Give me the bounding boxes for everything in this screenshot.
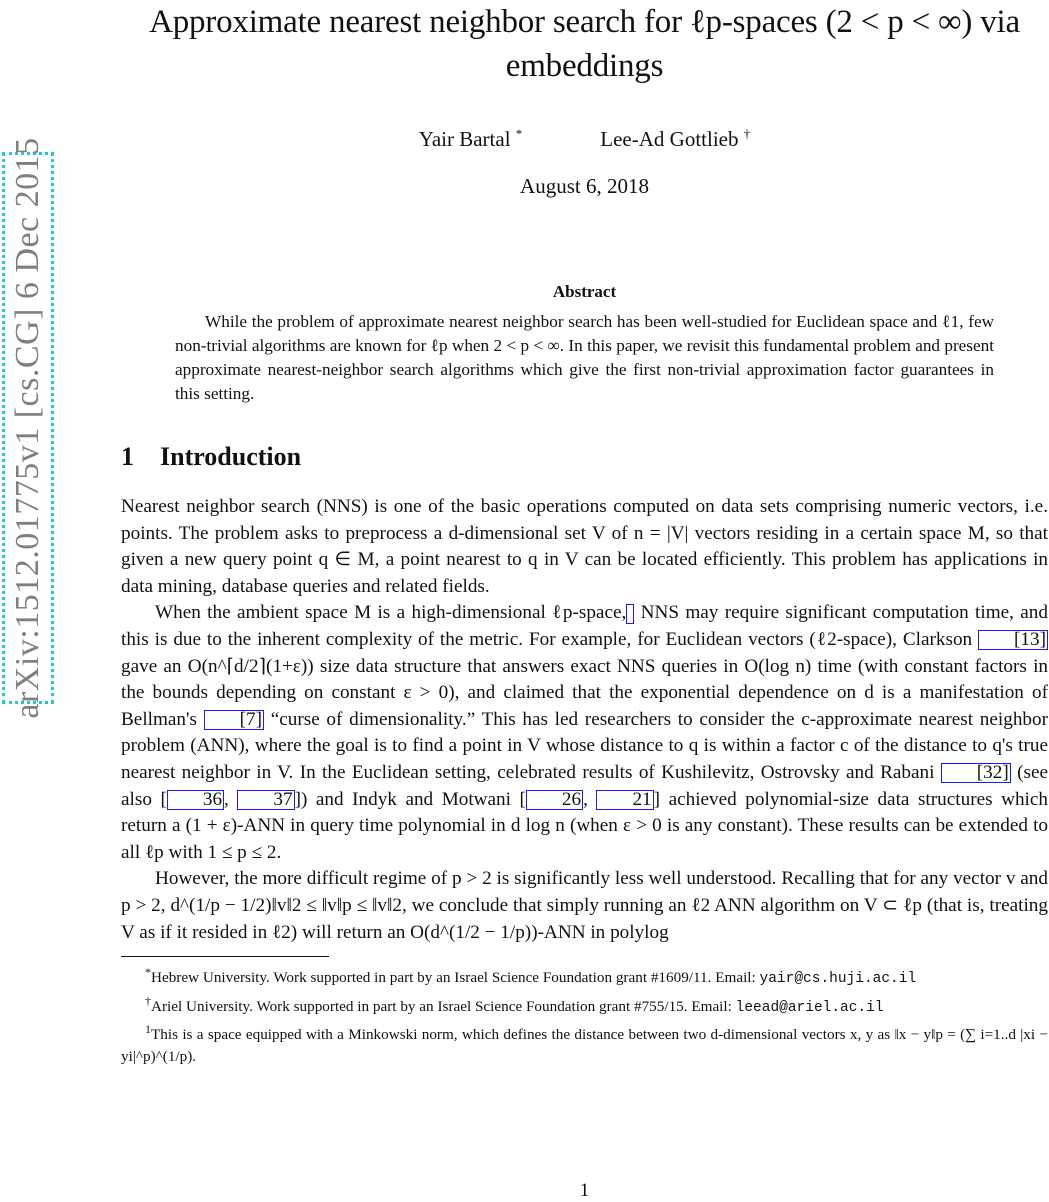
footnote: *Hebrew University. Work supported in part by an Israel Science Foundation grant #1609/11. Email: yair@cs.huji.ac.il (145, 965, 917, 988)
citation-link[interactable]: 36 (167, 790, 224, 810)
body-text (121, 494, 1048, 946)
citation-link[interactable]: 26 (526, 790, 583, 810)
section-number: 1 (121, 442, 134, 471)
section-heading (121, 442, 1048, 472)
footnote: $^1$This is a space equipped with a Minkowski norm, which defines the distance between two d-dimensional vectors x, y as ‖x − y‖p = (∑ i=1..d |xi − yi|^p)^(1/p). (121, 1022, 1048, 1065)
paragraph: However, the more difficult regime of p > 2 is significantly less well understood. Recalling that for any vector v and p > 2, d^(1/p − 1/2)‖v‖2 ≤ ‖v‖p ≤ ‖v‖2, we conclude that simply running an ℓ2 ANN algorithm on V ⊂ ℓp (that is, treating V as if it resided in ℓ2) will return an O(d^(1/2 − 1/p))-ANN in polylog (121, 868, 1048, 943)
author-list (121, 126, 1048, 152)
page-number: 1 (579, 1180, 590, 1201)
paragraph: When the ambient space M is a high-dimensional ℓp-space, NNS may require significant computation time, and this is due to the inherent complexity of the metric. For example, for Euclidean vectors (ℓ2-space), Clarkson [13] gave an O(n^⌈d/2⌉(1+ε)) size data structure that answers exact NNS queries in O(log n) time (with constant factors in the bounds depending on constant ε > 0), and claimed that the exponential dependence on d is a manifestation of Bellman's [7] “curse of dimensionality.” This has led researchers to consider the c-approximate nearest neighbor problem (ANN), where the goal is to find a point in V whose distance to q is within a factor c of the distance to q's true nearest neighbor in V. In the Euclidean setting, celebrated results of Kushilevitz, Ostrovsky and Rabani [32] (see also [ 36 , 37 ]) and Indyk and Motwani [ 26 , 21 ] achieved polynomial-size data structures which return a (1 + ε)-ANN in query time polynomial in d log n (when ε > 0 is any constant). These results can be extended to all ℓp with 1 ≤ p ≤ 2. (121, 602, 1048, 863)
section-title: Introduction (160, 442, 302, 471)
author: Yair Bartal * (418, 126, 523, 151)
footnote-rule (121, 956, 329, 957)
author: Lee-Ad Gottlieb † (600, 126, 751, 151)
title-line-1: Approximate nearest neighbor search for ℓp-spaces (2 < p < ∞) via (149, 4, 1020, 40)
paper-date: August 6, 2018 (520, 174, 649, 198)
arxiv-stamp (2, 137, 54, 719)
paragraph: Nearest neighbor search (NNS) is one of the basic operations computed on data sets comprising numeric vectors, i.e. points. The problem asks to preprocess a d-dimensional set V of n = |V| vectors residing in a certain space M, so that given a new query point q ∈ M, a point nearest to q in V can be located efficiently. This problem has applications in data mining, database queries and related fields. (121, 496, 1048, 597)
arxiv-identifier: arXiv:1512.01775v1 [cs.CG] 6 Dec 2015 (9, 137, 46, 719)
paper-title (121, 0, 1048, 88)
footnotes (121, 962, 1048, 1067)
email-link[interactable]: yair@cs.huji.ac.il (759, 971, 917, 988)
citation-link[interactable]: 37 (237, 790, 294, 810)
citation-link[interactable]: [7] (204, 710, 264, 730)
citation-link[interactable]: [32] (941, 763, 1011, 783)
abstract-text: While the problem of approximate nearest neighbor search has been well-studied for Euclidean space and ℓ1, few non-trivial algorithms are known for ℓp when 2 < p < ∞. In this paper, we revisit this fundamental problem and present approximate nearest-neighbor search algorithms which give the first non-trivial approximation factor guarantees in this setting. (175, 312, 994, 403)
citation-link[interactable]: [13] (978, 630, 1048, 650)
citation-link[interactable]: 21 (596, 790, 653, 810)
title-line-2: embeddings (505, 48, 664, 84)
email-link[interactable]: leead@ariel.ac.il (735, 999, 884, 1016)
footnote: †Ariel University. Work supported in part by an Israel Science Foundation grant #755/15. Email: leead@ariel.ac.il (145, 993, 884, 1016)
paper-page (121, 0, 1048, 1201)
abstract-heading: Abstract (552, 282, 617, 301)
